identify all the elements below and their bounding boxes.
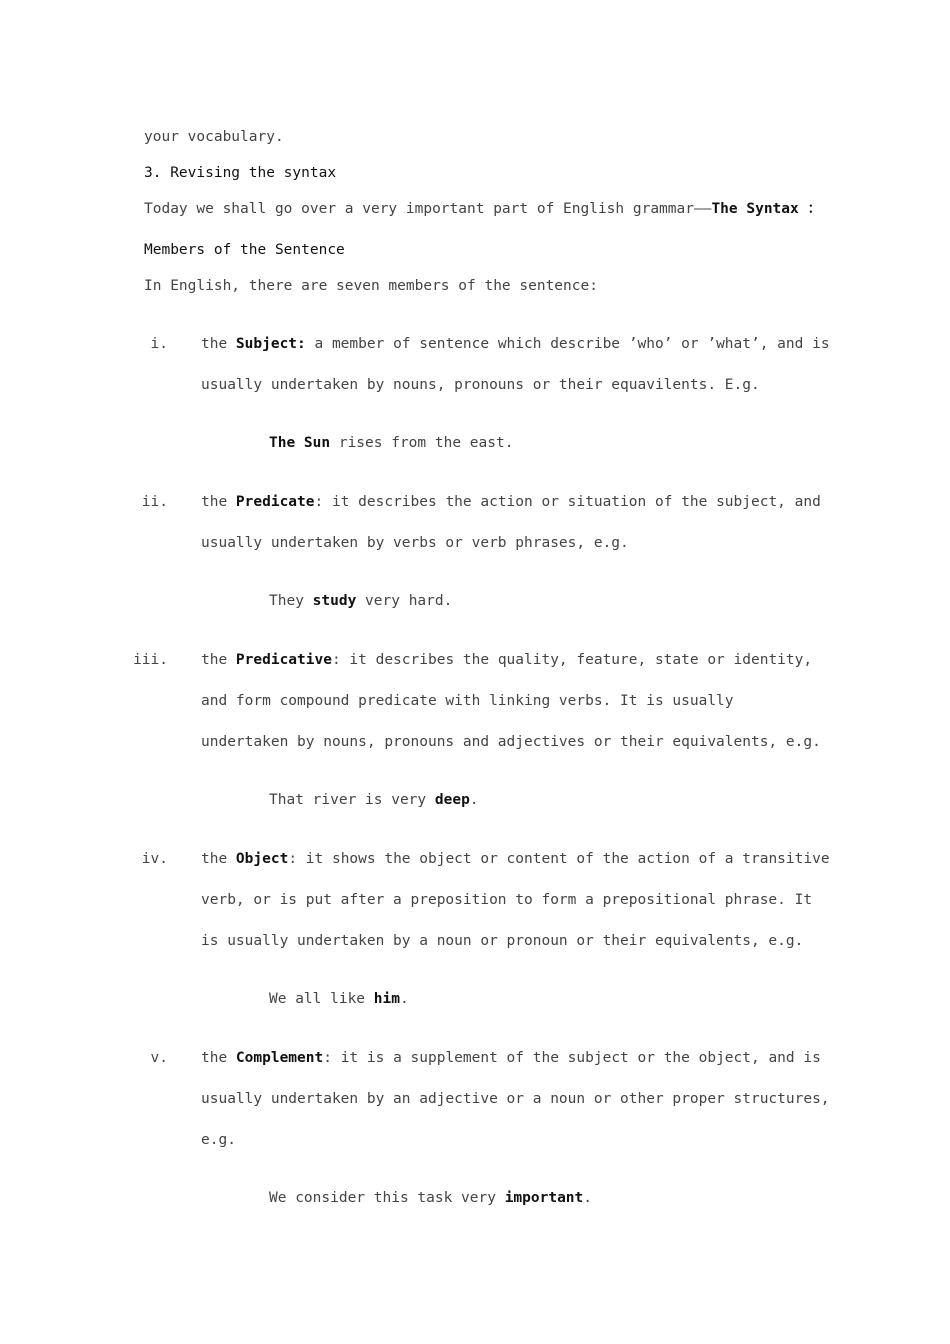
term-object: Object bbox=[235, 851, 289, 867]
definition-line bbox=[201, 1048, 821, 1068]
text-fragment: the bbox=[201, 1050, 236, 1066]
definition-line: undertaken by nouns, pronouns and adjectives or their equivalents, e.g. bbox=[201, 734, 821, 750]
definition-line: usually undertaken by verbs or verb phrases, e.g. bbox=[201, 535, 629, 551]
item-number: iii. bbox=[133, 652, 168, 668]
text-fragment: We consider this task very bbox=[269, 1190, 505, 1206]
definition-line bbox=[201, 492, 821, 512]
term-predicate: Predicate bbox=[235, 494, 315, 510]
term-complement: Complement bbox=[235, 1050, 324, 1066]
text-fragment: the bbox=[201, 851, 236, 867]
example-highlight: The Sun bbox=[269, 435, 331, 451]
lead-bold-term: The Syntax ： bbox=[711, 201, 822, 217]
example-sentence bbox=[269, 989, 409, 1009]
text-fragment: . bbox=[469, 792, 479, 808]
lead-text: Today we shall go over a very important part of English grammar—— bbox=[144, 201, 712, 217]
example-sentence bbox=[269, 790, 479, 810]
text-fragment: We all like bbox=[269, 991, 374, 1007]
term-predicative: Predicative bbox=[235, 652, 332, 668]
definition-line: e.g. bbox=[201, 1132, 236, 1148]
text-fragment: the bbox=[201, 494, 236, 510]
text-fragment: a member of sentence which describe ’who’ or ’what’, and is bbox=[305, 336, 830, 352]
item-number: v. bbox=[150, 1050, 168, 1066]
definition-line: verb, or is put after a preposition to form a prepositional phrase. It bbox=[201, 892, 813, 908]
text-fragment: That river is very bbox=[269, 792, 435, 808]
example-highlight: study bbox=[312, 593, 357, 609]
text-fragment: : it describes the quality, feature, state or identity, bbox=[331, 652, 813, 668]
example-highlight: him bbox=[373, 991, 400, 1007]
text-fragment: the bbox=[201, 652, 236, 668]
members-intro: In English, there are seven members of the sentence: bbox=[144, 278, 598, 294]
subheading: Members of the Sentence bbox=[144, 242, 345, 258]
example-sentence bbox=[269, 1188, 592, 1208]
item-number: i. bbox=[150, 336, 168, 352]
definition-line: usually undertaken by nouns, pronouns or their equavilents. E.g. bbox=[201, 377, 760, 393]
text-fragment: rises from the east. bbox=[330, 435, 514, 451]
text-fragment: They bbox=[269, 593, 313, 609]
definition-line bbox=[201, 650, 812, 670]
definition-line: is usually undertaken by a noun or pronoun or their equivalents, e.g. bbox=[201, 933, 804, 949]
text-fragment: . bbox=[399, 991, 409, 1007]
example-highlight: deep bbox=[434, 792, 470, 808]
text-fragment: : it describes the action or situation of the subject, and bbox=[314, 494, 821, 510]
text-fragment: . bbox=[583, 1190, 593, 1206]
definition-line bbox=[201, 334, 830, 354]
example-sentence bbox=[269, 433, 513, 453]
item-number: iv. bbox=[141, 851, 168, 867]
definition-line bbox=[201, 849, 830, 869]
section-heading: 3. Revising the syntax bbox=[144, 165, 337, 181]
definition-line: usually undertaken by an adjective or a noun or other proper structures, bbox=[201, 1091, 830, 1107]
continuation-line: your vocabulary. bbox=[144, 129, 284, 145]
example-sentence bbox=[269, 591, 452, 611]
lead-paragraph bbox=[144, 199, 822, 219]
example-highlight: important bbox=[504, 1190, 584, 1206]
text-fragment: : it shows the object or content of the action of a transitive bbox=[288, 851, 830, 867]
definition-line: and form compound predicate with linking verbs. It is usually bbox=[201, 693, 734, 709]
text-fragment: very hard. bbox=[356, 593, 453, 609]
item-number: ii. bbox=[141, 494, 168, 510]
term-subject: Subject: bbox=[235, 336, 306, 352]
text-fragment: : it is a supplement of the subject or the object, and is bbox=[323, 1050, 821, 1066]
text-fragment: the bbox=[201, 336, 236, 352]
